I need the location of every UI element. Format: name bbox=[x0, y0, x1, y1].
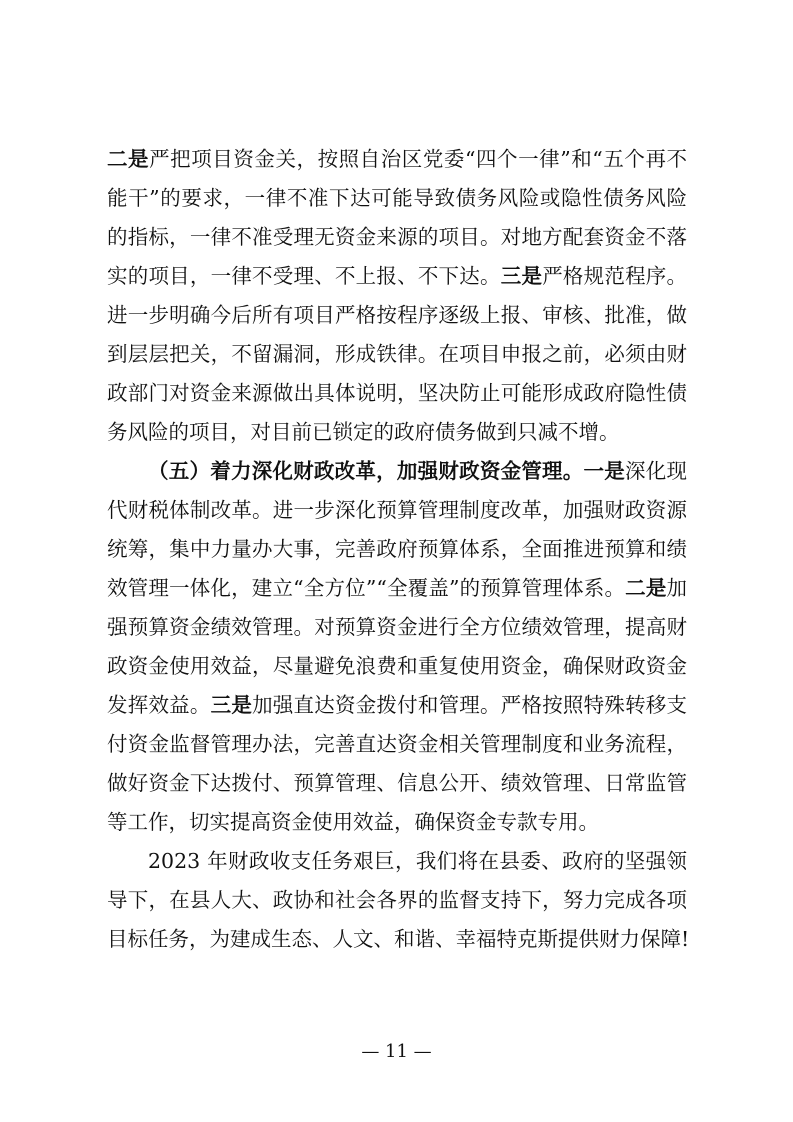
para2-line-8: 付资金监督管理办法，完善直达资金相关管理制度和业务流程， bbox=[107, 732, 687, 756]
para1-line-2: 能干”的要求，一律不准下达可能导致债务风险或隐性债务风险 bbox=[107, 186, 687, 210]
para2-line-6: 政资金使用效益，尽量避免浪费和重复使用资金，确保财政资金 bbox=[107, 654, 687, 678]
para1-line-7: 政部门对资金来源做出具体说明，坚决防止可能形成政府隐性债 bbox=[107, 381, 687, 405]
para2-line-9: 做好资金下达拨付、预算管理、信息公开、绩效管理、日常监管 bbox=[107, 771, 687, 795]
para1-line-8: 务风险的项目，对目前已锁定的政府债务做到只减不增。 bbox=[107, 420, 620, 444]
para2-line-10: 等工作，切实提高资金使用效益，确保资金专款专用。 bbox=[107, 810, 599, 834]
para1-bold-san: 三是 bbox=[500, 264, 543, 288]
para2-line-3: 统筹，集中力量办大事，完善政府预算体系，全面推进预算和绩 bbox=[107, 537, 687, 561]
section-heading: （五）着力深化财政改革，加强财政资金管理。一是 bbox=[148, 459, 626, 483]
para1-line-1: 二是严把项目资金关，按照自治区党委“四个一律”和“五个再不 bbox=[107, 147, 688, 171]
para2-heading-line: （五）着力深化财政改革，加强财政资金管理。一是深化现 bbox=[148, 459, 688, 483]
para3-line-1: 2023 年财政收支任务艰巨，我们将在县委、政府的坚强领 bbox=[148, 849, 687, 873]
para3-line-3: 目标任务，为建成生态、人文、和谐、幸福特克斯提供财力保障! bbox=[107, 927, 690, 951]
para2-line-2: 代财税体制改革。进一步深化预算管理制度改革，加强财政资源 bbox=[107, 498, 687, 522]
para2-line-5: 强预算资金绩效管理。对预算资金进行全方位绩效管理，提高财 bbox=[107, 615, 687, 639]
page-number: — 11 — bbox=[361, 1041, 432, 1062]
para2-bold-er: 二是 bbox=[625, 576, 667, 600]
para1-line-5: 进一步明确今后所有项目严格按程序逐级上报、审核、批准，做 bbox=[107, 303, 687, 327]
para2-bold-san: 三是 bbox=[210, 693, 253, 717]
para3-line-2: 导下，在县人大、政协和社会各界的监督支持下，努力完成各项 bbox=[107, 888, 687, 912]
para1-bold-lead: 二是 bbox=[107, 147, 150, 171]
para2-line-7: 发挥效益。三是加强直达资金拨付和管理。严格按照特殊转移支 bbox=[107, 693, 688, 717]
para1-line-6: 到层层把关，不留漏洞，形成铁律。在项目申报之前，必须由财 bbox=[107, 342, 687, 366]
para1-line-3: 的指标，一律不准受理无资金来源的项目。对地方配套资金不落 bbox=[107, 225, 687, 249]
para1-line-4: 实的项目，一律不受理、不上报、不下达。三是严格规范程序。 bbox=[107, 264, 688, 288]
para2-line-4: 效管理一体化，建立“全方位”“全覆盖”的预算管理体系。二是加 bbox=[107, 576, 688, 600]
